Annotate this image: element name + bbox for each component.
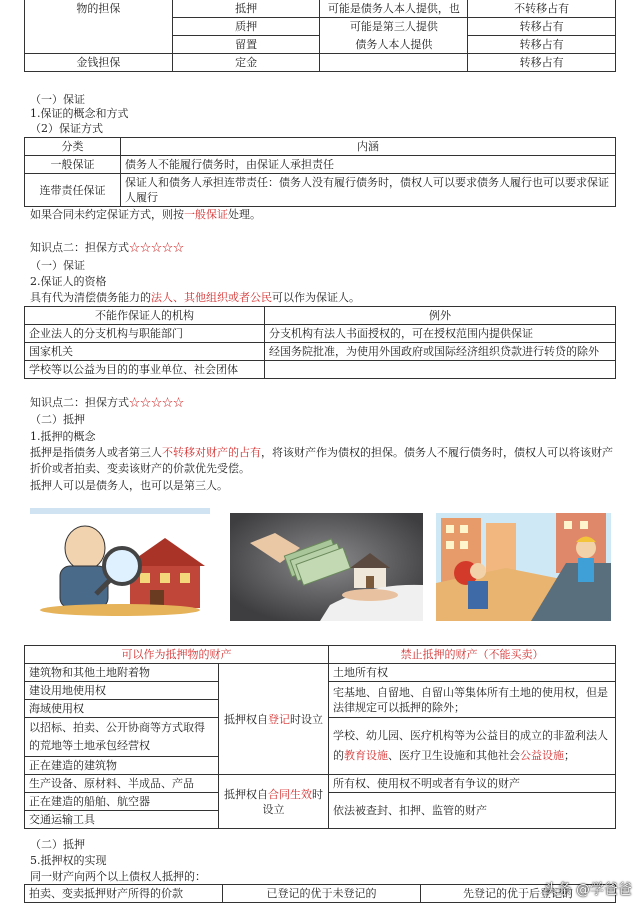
- highlight-text: 不转移对财产的占有: [162, 446, 261, 459]
- money-for-house-illustration: [230, 513, 423, 621]
- table-cell: 定金: [172, 54, 320, 72]
- table-header: [329, 646, 616, 664]
- construction-cartoon-image: [436, 513, 611, 621]
- heading: 5.抵押权的实现: [30, 854, 107, 867]
- text: 抵押是指债务人或者第三人: [30, 446, 162, 459]
- table-cell: 海域使用权: [25, 700, 219, 718]
- text: （不能买卖）: [477, 648, 544, 661]
- text: 知识点二：担保方式: [30, 241, 129, 254]
- knowledge-point-title: [30, 240, 184, 255]
- table-header: 可以作为抵押物的财产: [25, 646, 329, 664]
- magnifier-house-image: [30, 508, 210, 620]
- table-cell: 留置: [172, 36, 320, 54]
- table-cell: 质押: [172, 18, 320, 36]
- star-rating: ☆☆☆☆☆: [129, 396, 184, 409]
- table-cell: [265, 361, 616, 379]
- text: 具有代为清偿债务能力的: [30, 291, 151, 304]
- knowledge-point-title: [30, 395, 184, 410]
- heading: （二）抵押: [30, 838, 85, 851]
- highlight-text: 公益设施: [520, 749, 564, 762]
- table-cell: 债务人不能履行债务时，由保证人承担责任: [121, 156, 616, 174]
- table-cell: 拍卖、变卖抵押财产所得的价款: [25, 885, 223, 903]
- table-cell: 以招标、拍卖、公开协商等方式取得的荒地等土地承包经营权: [25, 718, 219, 757]
- table-cell: 分支机构有法人书面授权的，可在授权范围内提供保证: [265, 325, 616, 343]
- pledge-types-table: [24, 0, 616, 72]
- text: 抵押权自: [224, 712, 268, 726]
- table-cell: 学校等以公益为目的的事业单位、社会团体: [25, 361, 265, 379]
- mortgage-property-table: [24, 645, 616, 829]
- table-cell: 宅基地、自留地、自留山等集体所有土地的使用权，但是法律规定可以抵押的除外；: [329, 682, 616, 718]
- table-cell: 所有权、使用权不明或者有争议的财产: [329, 775, 616, 793]
- heading: 1.抵押的概念: [30, 430, 96, 443]
- table-cell: 保证人和债务人承担连带责任：债务人没有履行债务时，债权人可以要求债务人履行也可以要求保证人履行: [121, 174, 616, 207]
- table-cell: 金钱担保: [25, 54, 173, 72]
- table-cell: 转移占有: [468, 18, 616, 36]
- table-cell: 土地所有权: [329, 664, 616, 682]
- table-cell: 一般保证: [25, 156, 121, 174]
- table-cell: [329, 718, 616, 775]
- construction-workers-illustration: [436, 513, 611, 621]
- text: 可以作为保证人。: [272, 291, 360, 304]
- text: 、医疗卫生设施和其他社会: [388, 749, 520, 762]
- guarantee-method-table: [24, 137, 616, 207]
- text: ，将该财产作为债权的担保。债务人不履行债务时，债权人可以将该财产折价或者拍卖、变卖该财产的价款优先受偿。: [30, 446, 613, 475]
- text: 禁止抵押的财产: [400, 648, 478, 661]
- highlight-text: 法人、其他组织或者公民: [151, 291, 272, 304]
- text: 知识点二：担保方式: [30, 396, 129, 409]
- table-cell: [219, 775, 329, 829]
- table-cell: [320, 54, 468, 72]
- table-cell: 依法被查封、扣押、监管的财产: [329, 793, 616, 829]
- table-cell: [219, 664, 329, 775]
- table-cell: 连带责任保证: [25, 174, 121, 207]
- heading: （2）保证方式: [30, 122, 103, 135]
- text: ；: [564, 749, 575, 762]
- guarantor-exclusion-table: [24, 306, 616, 379]
- text: 抵押权自: [224, 787, 268, 801]
- table-cell: 抵押: [172, 0, 320, 18]
- heading: （一）保证: [30, 259, 85, 272]
- table-header: 内涵: [121, 138, 616, 156]
- table-cell: 经国务院批准，为使用外国政府或国际经济组织贷款进行转贷的除外: [265, 343, 616, 361]
- table-cell: 生产设备、原材料、半成品、产品: [25, 775, 219, 793]
- highlight-text: 一般保证: [184, 208, 228, 221]
- heading: 2.保证人的资格: [30, 275, 107, 288]
- heading: （一）保证: [30, 93, 85, 106]
- table-cell: 建设用地使用权: [25, 682, 219, 700]
- table-cell: 交通运输工具: [25, 811, 219, 829]
- table-cell: 国家机关: [25, 343, 265, 361]
- money-house-photo: [230, 513, 423, 621]
- magnifier-inspecting-house-illustration: [30, 508, 210, 620]
- table-header: 分类: [25, 138, 121, 156]
- watermark: 头条 @学爸爸: [543, 882, 632, 898]
- table-cell: 企业法人的分支机构与职能部门: [25, 325, 265, 343]
- table-cell: 转移占有: [468, 54, 616, 72]
- highlight-text: 教育设施: [344, 749, 388, 762]
- text: 处理。: [228, 208, 261, 221]
- table-cell: 不转移占有: [468, 0, 616, 18]
- text: 时设立: [262, 787, 323, 816]
- heading: （二）抵押: [30, 413, 85, 426]
- table-cell: 正在建造的船舶、航空器: [25, 793, 219, 811]
- text: 时设立: [290, 712, 323, 726]
- highlight-text: 合同生效: [268, 787, 312, 801]
- table-cell: 先登记的优于后登记的: [421, 885, 616, 903]
- paragraph: [30, 445, 615, 477]
- star-rating: ☆☆☆☆☆: [129, 241, 184, 254]
- paragraph: 抵押人可以是债务人，也可以是第三人。: [30, 479, 228, 492]
- table-cell: 物的担保: [25, 0, 173, 54]
- table-cell: 可能是债务人本人提供，也: [320, 0, 468, 18]
- paragraph: 同一财产向两个以上债权人抵押的：: [30, 870, 206, 883]
- table-cell: 转移占有: [468, 36, 616, 54]
- heading: 1.保证的概念和方式: [30, 107, 129, 120]
- text: 学校、幼儿园、医疗机构等为公益目的成立的非盈利法人的: [333, 729, 608, 762]
- table-cell: 正在建造的建筑物: [25, 757, 219, 775]
- mortgage-realization-table: [24, 884, 616, 903]
- table-header: 例外: [265, 307, 616, 325]
- highlight-text: 登记: [268, 712, 290, 726]
- text: 如果合同未约定保证方式，则按: [30, 208, 184, 221]
- note-text: [30, 207, 261, 222]
- paragraph: [30, 290, 360, 305]
- table-cell: 债务人本人提供: [320, 36, 468, 54]
- table-cell: 可能是第三人提供: [320, 18, 468, 36]
- table-cell: 建筑物和其他土地附着物: [25, 664, 219, 682]
- table-cell: 已登记的优于未登记的: [223, 885, 421, 903]
- table-header: 不能作保证人的机构: [25, 307, 265, 325]
